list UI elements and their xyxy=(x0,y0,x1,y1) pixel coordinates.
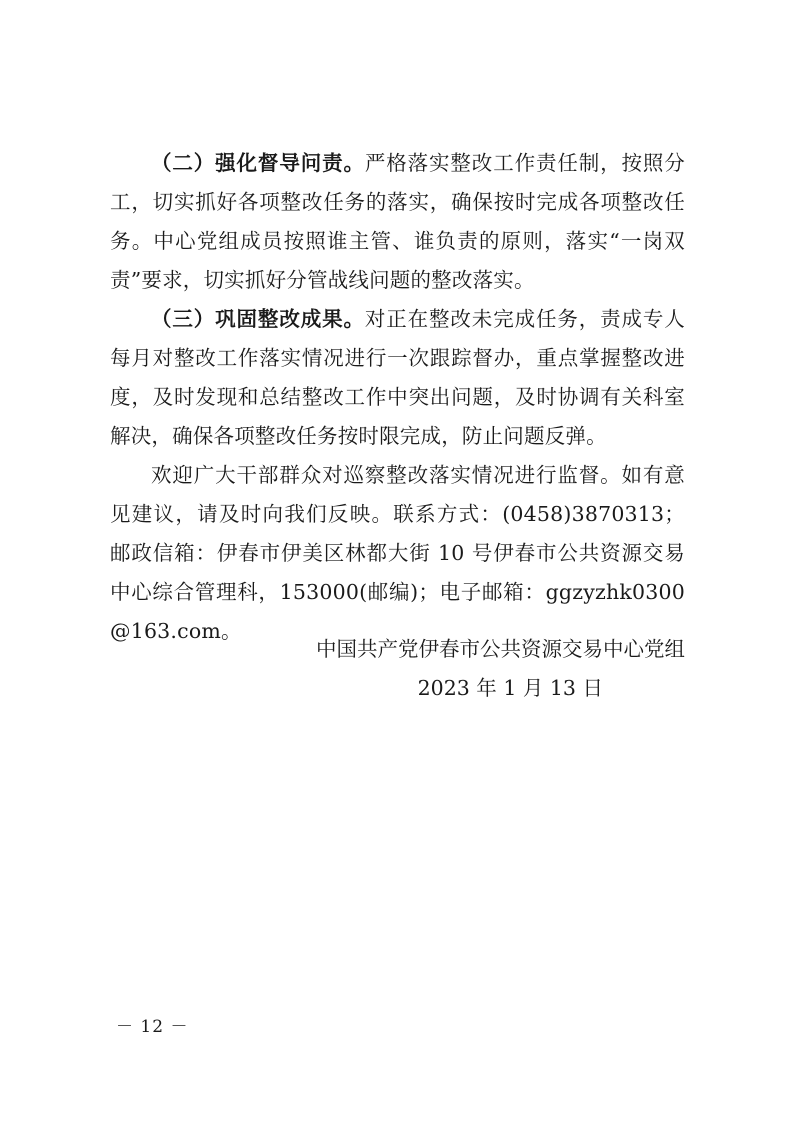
paragraph-consolidate xyxy=(110,300,685,456)
signature-organization: 中国共产党伊春市公共资源交易中心党组 xyxy=(316,637,685,661)
paragraph-contact xyxy=(110,456,685,651)
paragraph-heading: （三）巩固整改成果。 xyxy=(151,307,365,331)
paragraph-heading: （二）强化督导问责。 xyxy=(151,151,365,175)
signature-block xyxy=(316,630,685,708)
paragraph-text: 严格落实整改工作责任制，按照分工，切实抓好各项整改任务的落实，确保按时完成各项整改任务。中心党组成员按照谁主管、谁负责的原则，落实“一岗双责”要求，切实抓好分管战线问题的整改落实。 xyxy=(110,151,685,292)
paragraph-supervision xyxy=(110,144,685,300)
paragraph-text: 对正在整改未完成任务，责成专人每月对整改工作落实情况进行一次跟踪督办，重点掌握整改进度，及时发现和总结整改工作中突出问题，及时协调有关科室解决，确保各项整改任务按时限完成，防止问题反弹。 xyxy=(110,307,685,448)
document-body xyxy=(110,144,685,651)
signature-date: 2023 年 1 月 13 日 xyxy=(417,676,603,700)
page-number: － 12 － xyxy=(116,1017,189,1037)
paragraph-text: 欢迎广大干部群众对巡察整改落实情况进行监督。如有意见建议，请及时向我们反映。联系方式：(0458)3870313；邮政信箱：伊春市伊美区林都大街 10 号伊春市公共资源交易中心综合管理科，153000(邮编)；电子邮箱：ggzyzhk0300@163.com。 xyxy=(110,463,685,643)
